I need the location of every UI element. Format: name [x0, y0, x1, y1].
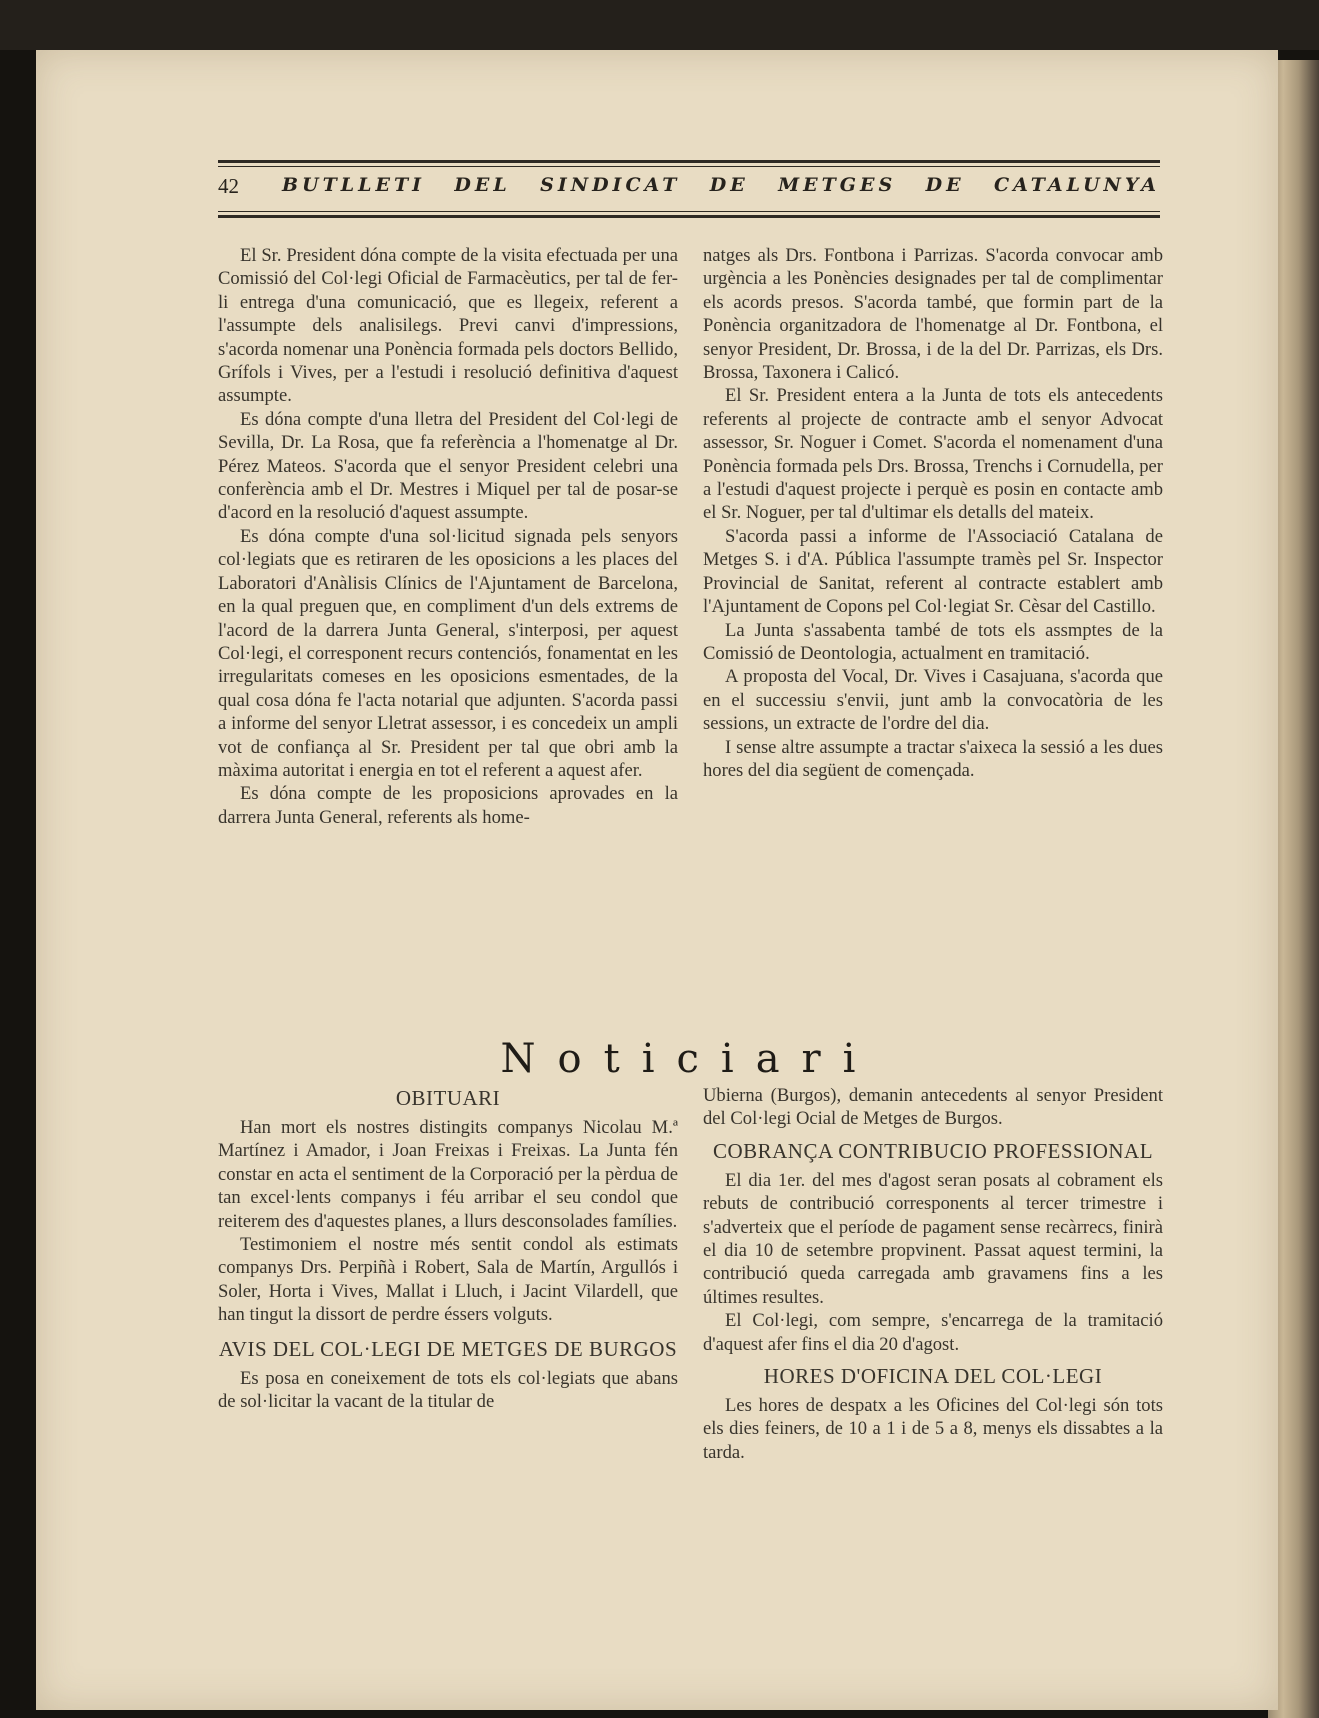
minutes-paragraph: El Sr. President entera a la Junta de tots els antecedents referents al projecte de contracte amb el senyor Advocat assessor, Sr. Noguer i Comet. S'acorda el nomenament d'una Ponència formada pels Drs. Brossa, Trenchs i Cornudella, per a l'estudi d'aquest projecte i perquè es posin en contacte amb el Sr. Noguer, per tal d'ultimar els detalls del mateix.: [703, 385, 1163, 524]
running-head: [218, 174, 1160, 200]
minutes-paragraph: S'acorda passi a informe de l'Associació Catalana de Metges S. i d'A. Pública l'assumpte tramès pel Sr. Inspector Provincial de Sanitat, referent al contracte establert amb l'Ajuntament de Copons pel Col·legiat Sr. Cèsar del Castillo.: [703, 525, 1163, 618]
obituari-paragraph: Han mort els nostres distingits companys Nicolau M.ª Martínez i Amador, i Joan Freixas i Freixas. La Junta fén constar en acta el sentiment de la Corporació per la pèrdua de tan excel·lents companys i féu arribar el seu condol que reiterem des d'aquestes planes, a llurs desconsolades famílies.: [218, 1117, 678, 1232]
minutes-paragraph: Es dóna compte de les proposicions aprovades en la darrera Junta General, referents als home-: [218, 783, 678, 828]
obituari-paragraph: Testimoniem el nostre més sentit condol als estimats companys Drs. Perpiñà i Robert, Sala de Martín, Argullós i Soler, Horta i Vives, Mallat i Lluch, i Jacint Vilardell, que han tingut la dissort de perdre éssers volguts.: [218, 1234, 678, 1326]
minutes-paragraph: A proposta del Vocal, Dr. Vives i Casajuana, s'acorda que en el successiu s'envii, junt amb la convocatòria de les sessions, un extracte de l'ordre del dia.: [703, 666, 1163, 735]
header-rule-top: [218, 160, 1160, 163]
header-rule-bottom-thin: [218, 211, 1160, 212]
avis-burgos-paragraph: Es posa en coneixement de tots els col·legiats que abans de sol·licitar la vacant de la titular de: [218, 1367, 678, 1413]
minutes-paragraph: natges als Drs. Fontbona i Parrizas. S'acorda convocar amb urgència a les Ponències designades per tal de complimentar els acords presos. S'acorda també, que formin part de la Ponència organitzadora de l'homenatge al Dr. Fontbona, el senyor President, Dr. Brossa, i de la del Dr. Parrizas, els Drs. Brossa, Taxonera i Calicó.: [703, 245, 1163, 384]
scan-background: [0, 0, 1319, 50]
minutes-left-column: [218, 244, 678, 829]
header-rule-bottom: [218, 215, 1160, 218]
minutes-paragraph: El Sr. President dóna compte de la visita efectuada per una Comissió del Col·legi Oficial de Farmacèutics, per tal de fer-li entrega d'una comunicació, que es llegeix, referent a l'assumpte dels analisilegs. Previ canvi d'impressions, s'acorda nomenar una Ponència formada pels doctors Bellido, Grífols i Vives, per a l'estudi i resolució definitiva d'aquest assumpte.: [218, 245, 678, 407]
cobranca-paragraph: El Col·legi, com sempre, s'encarrega de la tramitació d'aquest afer fins el dia 20 d'agost.: [703, 1310, 1163, 1355]
hores-paragraph: Les hores de despatx a les Oficines del Col·legi són tots els dies feiners, de 10 a 1 i de 5 a 8, menys els dissabtes a la tarda.: [703, 1395, 1163, 1463]
page-number: 42: [218, 174, 239, 198]
minutes-paragraph: Es dóna compte d'una sol·licitud signada pels senyors col·legiats que es retiraren de les oposicions a les places del Laboratori d'Anàlisis Clínics de l'Ajuntament de Barcelona, en la qual preguen que, en compliment d'un dels extrems de l'acord de la darrera Junta General, s'interposi, per aquest Col·legi, el corresponent recurs contenciós, fonamentat en les irregularitats comeses en les oposicions esmentades, de la qual cosa dóna fe l'acta notarial que adjunten. S'acorda passi a informe del senyor Lletrat assessor, i es concedeix un ampli vot de confiança al Sr. President per tal que obri amb la màxima autoritat i energia en tot el referent a aquest afer.: [218, 525, 678, 781]
noticiari-left-column: [218, 1082, 678, 1413]
avis-burgos-paragraph-continued: Ubierna (Burgos), demanin antecedents al senyor President del Col·legi Ocial de Metges de Burgos.: [703, 1085, 1163, 1130]
header-rule-top-thin: [218, 166, 1160, 167]
avis-burgos-heading: AVIS DEL COL·LEGI DE METGES DE BURGOS: [218, 1336, 678, 1361]
noticiari-title: Noticiari: [500, 1036, 878, 1082]
journal-title: BUTLLETI DEL SINDICAT DE METGES DE CATALUNYA: [282, 174, 1160, 196]
cobranca-paragraph: El dia 1er. del mes d'agost seran posats al cobrament els rebuts de contribució corresponents al tercer trimestre i s'adverteix que el període de pagament sense recàrrecs, finirà el dia 10 de setembre propvinent. Passat aquest termini, la contribució queda carregada amb gravamens fins a les últimes resultes.: [703, 1169, 1163, 1308]
minutes-paragraph: La Junta s'assabenta també de tots els assmptes de la Comissió de Deontologia, actualment en tramitació.: [703, 619, 1163, 664]
cobranca-heading: COBRANÇA CONTRIBUCIO PROFESSIONAL: [712, 1138, 1154, 1163]
minutes-right-column: [703, 244, 1163, 782]
obituari-heading: OBITUARI: [395, 1086, 501, 1110]
noticiari-right-column: [703, 1084, 1163, 1464]
hores-heading: HORES D'OFICINA DEL COL·LEGI: [763, 1364, 1103, 1389]
minutes-paragraph: Es dóna compte d'una lletra del President del Col·legi de Sevilla, Dr. La Rosa, que fa referència a l'homenatge al Dr. Pérez Mateos. S'acorda que el senyor President celebri una conferència amb el Dr. Mestres i Miquel per tal de posar-se d'acord en la resolució d'aquest assumpte.: [218, 408, 678, 524]
minutes-paragraph: I sense altre assumpte a tractar s'aixeca la sessió a les dues hores del dia següent de començada.: [703, 736, 1163, 781]
